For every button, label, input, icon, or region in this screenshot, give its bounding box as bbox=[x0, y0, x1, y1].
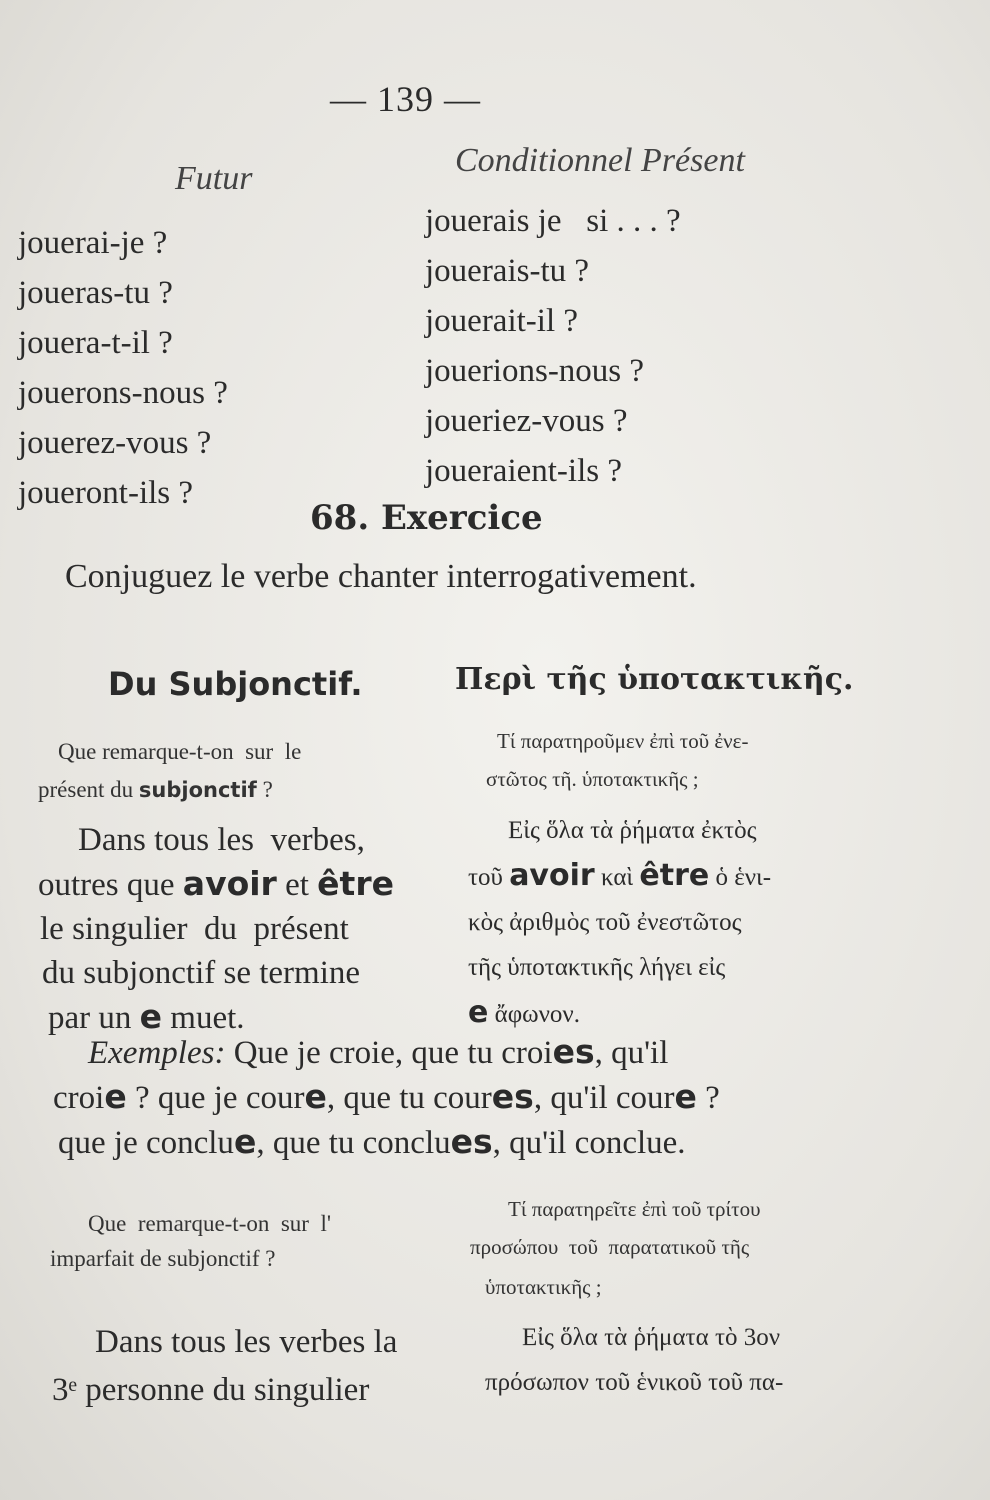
answer-1-greek-line: κὸς ἀριθμὸς τοῦ ἐνεστῶτος bbox=[468, 909, 742, 936]
answer-1-greek-text: καὶ bbox=[594, 864, 640, 891]
futur-form: jouerez-vous ? bbox=[18, 425, 212, 461]
futur-heading: Futur bbox=[175, 160, 253, 197]
examples-line bbox=[58, 1120, 720, 1165]
examples-bold: e bbox=[674, 1077, 697, 1116]
examples-text: , que tu conclu bbox=[256, 1125, 451, 1161]
question-2-greek-line3: ὑποτακτικῆς ; bbox=[485, 1275, 602, 1299]
question-1-text: ? bbox=[256, 777, 273, 802]
page-number: — 139 — bbox=[330, 79, 481, 119]
answer-1-greek-bold: être bbox=[639, 858, 710, 893]
answer-1-bold: avoir bbox=[182, 864, 277, 903]
answer-1-line: Dans tous les verbes, bbox=[78, 822, 365, 858]
examples-text: que je conclu bbox=[58, 1125, 234, 1161]
exercise-title: 68. Exercice bbox=[310, 498, 543, 538]
conditionnel-heading: Conditionnel Présent bbox=[455, 142, 745, 179]
section-heading-french: Du Subjonctif. bbox=[108, 665, 363, 703]
examples-bold: e bbox=[233, 1122, 257, 1161]
question-1-text: présent du bbox=[38, 777, 139, 802]
conditionnel-form: joueriez-vous ? bbox=[425, 403, 628, 439]
answer-1-greek-text: ὁ ἑνι- bbox=[709, 864, 772, 891]
question-2-french-line1: Que remarque-t-on sur l' bbox=[88, 1211, 332, 1236]
question-1-french bbox=[38, 733, 302, 809]
question-2-greek-line2: προσώπου τοῦ παρατατικοῦ τῆς bbox=[470, 1235, 750, 1259]
answer-1-greek-text: τοῦ bbox=[468, 864, 510, 891]
examples-bold: es bbox=[491, 1077, 534, 1116]
answer-1-greek-line: τῆς ὑποτακτικῆς λήγει εἰς bbox=[468, 954, 726, 981]
answer-1-bold: e bbox=[139, 997, 163, 1036]
examples-text: , qu'il cour bbox=[533, 1080, 675, 1116]
examples-paragraph bbox=[53, 1030, 720, 1165]
answer-1-line: du subjonctif se termine bbox=[42, 955, 361, 991]
examples-bold: e bbox=[104, 1077, 127, 1116]
question-1-line: Que remarque-t-on sur le bbox=[58, 739, 302, 764]
examples-bold: e bbox=[304, 1077, 327, 1116]
section-heading-greek: Περὶ τῆς ὑποτακτικῆς. bbox=[455, 662, 854, 697]
futur-form: jouera-t-il ? bbox=[18, 325, 173, 361]
examples-line bbox=[53, 1075, 720, 1120]
answer-1-greek-bold: avoir bbox=[509, 858, 595, 893]
question-1-bold: subjonctif bbox=[138, 778, 257, 802]
answer-2-greek-line2: πρόσωπον τοῦ ἑνικοῦ τοῦ πα- bbox=[485, 1369, 784, 1396]
futur-form: jouerons-nous ? bbox=[18, 375, 228, 411]
conditionnel-list bbox=[425, 196, 681, 496]
examples-bold: es bbox=[450, 1122, 493, 1161]
exercise-instruction: Conjuguez le verbe chanter interrogativement. bbox=[65, 558, 697, 595]
examples-text: ? que je cour bbox=[126, 1080, 305, 1116]
conditionnel-form: jouerait-il ? bbox=[425, 303, 579, 339]
answer-1-bold: être bbox=[317, 864, 394, 903]
conditionnel-form: jouerais-tu ? bbox=[425, 253, 590, 289]
examples-text: , qu'il bbox=[594, 1035, 669, 1071]
answer-1-text: et bbox=[276, 867, 318, 903]
examples-bold: es bbox=[552, 1032, 595, 1071]
answer-1-greek-line bbox=[468, 853, 771, 900]
question-2-french-line2: imparfait de subjonctif ? bbox=[50, 1246, 276, 1271]
examples-text: ? bbox=[696, 1080, 720, 1116]
question-1-line bbox=[38, 771, 301, 809]
question-2-greek-line1: Τί παρατηρεῖτε ἐπὶ τοῦ τρίτου bbox=[508, 1197, 761, 1221]
futur-form: joueront-ils ? bbox=[18, 475, 194, 511]
answer-1-greek-line: Εἰς ὅλα τὰ ῥήματα ἐκτὸς bbox=[508, 817, 757, 844]
futur-list bbox=[18, 218, 228, 518]
examples-text: Que je croie, que tu croi bbox=[225, 1035, 553, 1071]
conditionnel-form: jouerions-nous ? bbox=[425, 353, 645, 389]
examples-label: Exemples: bbox=[88, 1035, 226, 1071]
question-1-greek-line2: στῶτος τῆ. ὑποτακτικῆς ; bbox=[486, 767, 699, 791]
answer-2-french-line1: Dans tous les verbes la bbox=[95, 1324, 398, 1360]
examples-text: , qu'il conclue. bbox=[492, 1125, 686, 1161]
answer-2-greek-line1: Εἰς ὅλα τὰ ῥήματα τὸ 3ον bbox=[522, 1324, 781, 1351]
conditionnel-form: jouerais je si . . . ? bbox=[425, 203, 681, 239]
futur-form: joueras-tu ? bbox=[18, 275, 173, 311]
futur-form: jouerai-je ? bbox=[18, 225, 168, 261]
examples-line bbox=[88, 1030, 720, 1075]
answer-2-french-line2: 3ᵉ personne du singulier bbox=[52, 1372, 370, 1408]
answer-1-line bbox=[38, 862, 448, 907]
answer-1-text: outres que bbox=[38, 867, 183, 903]
examples-text: croi bbox=[53, 1080, 105, 1116]
answer-1-text: par un bbox=[48, 1000, 140, 1036]
answer-1-french bbox=[38, 818, 448, 1040]
examples-text: , que tu cour bbox=[326, 1080, 492, 1116]
answer-1-line: le singulier du présent bbox=[40, 911, 349, 947]
answer-1-greek bbox=[468, 808, 771, 1037]
question-1-greek-line1: Τί παρατηροῦμεν ἐπὶ τοῦ ἐνε- bbox=[497, 729, 749, 753]
answer-1-text: muet. bbox=[162, 1000, 245, 1036]
conditionnel-form: joueraient-ils ? bbox=[425, 453, 623, 489]
answer-1-greek-bold: e bbox=[468, 995, 489, 1030]
answer-1-greek-text: ἄφωνον. bbox=[488, 1001, 580, 1028]
